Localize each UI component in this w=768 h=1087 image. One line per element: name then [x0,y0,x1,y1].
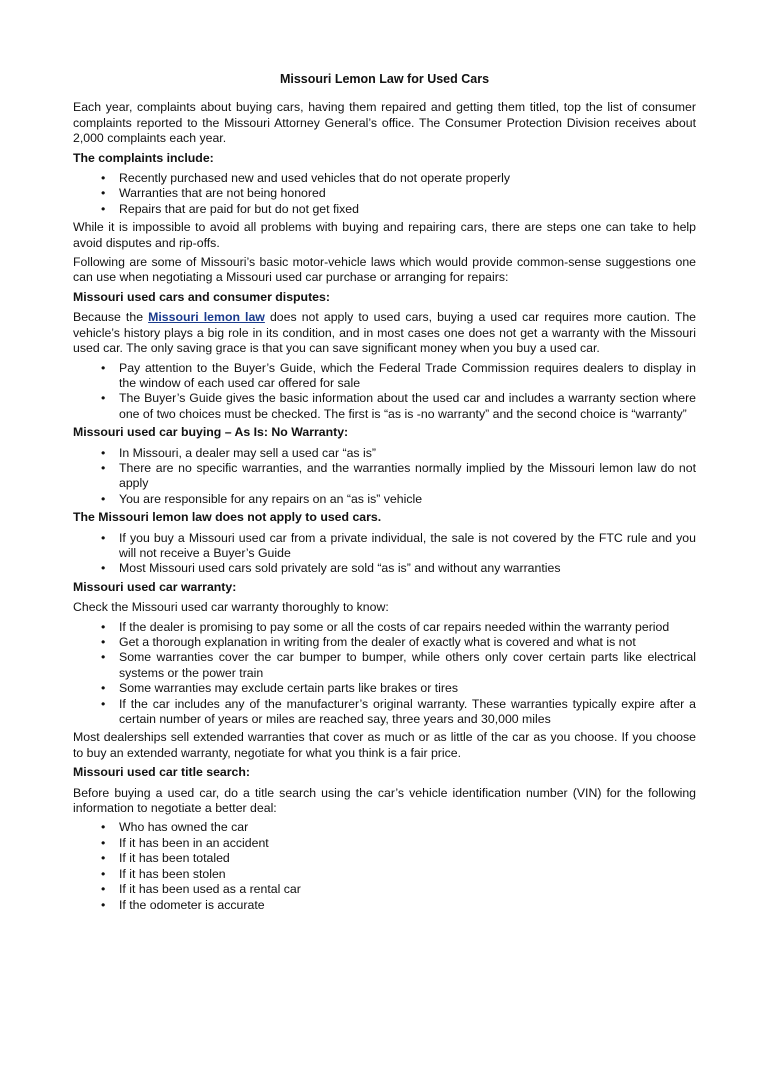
list-item: • Warranties that are not being honored [119,186,696,201]
warranty-list [73,620,696,728]
complaints-list [73,171,696,217]
avoid-paragraph: While it is impossible to avoid all problems with buying and repairing cars, there are steps one can take to help avoid disputes and rip-offs. [73,220,696,250]
as-is-heading: Missouri used car buying – As Is: No Warranty: [73,425,349,440]
disputes-text-after: does not apply to used cars, buying a used car requires more caution. The vehicle’s history plays a big role in its condition, and in most cases one does not get a warranty with the Missouri used car. The only saving grace is that you can save significant money when you buy a used car. [73,310,696,356]
list-item: • Some warranties may exclude certain parts like brakes or tires [119,681,696,696]
list-item: • Repairs that are paid for but do not get fixed [119,202,696,217]
warranty-paragraph: Check the Missouri used car warranty thoroughly to know: [73,600,389,615]
list-item: • Most Missouri used cars sold privately are sold “as is” and without any warranties [119,561,696,576]
title-search-paragraph: Before buying a used car, do a title search using the car’s vehicle identification number (VIN) for the following information to negotiate a better deal: [73,785,696,816]
list-item: • Who has owned the car [119,820,696,835]
complaints-heading: The complaints include: [73,150,214,165]
warranty-heading: Missouri used car warranty: [73,579,237,594]
missouri-lemon-law-link[interactable]: Missouri lemon law [148,310,265,325]
disputes-text-before: Because the [73,310,149,325]
title-search-list [73,820,696,912]
disputes-paragraph [73,310,696,356]
intro-paragraph: Each year, complaints about buying cars, having them repaired and getting them titled, top the list of consumer complaints reported to the Missouri Attorney General’s office. The Consumer Protection Division receives about 2,000 complaints each year. [73,100,696,146]
title-search-heading: Missouri used car title search: [73,765,251,780]
dealerships-paragraph: Most dealerships sell extended warranties that cover as much or as little of the car as you choose. If you choose to buy an extended warranty, negotiate for what you think is a fair price. [73,730,696,760]
list-item: • Get a thorough explanation in writing from the dealer of exactly what is covered and what is not [119,635,696,650]
as-is-list [73,446,696,508]
list-item: • If the dealer is promising to pay some or all the costs of car repairs needed within the warranty period [119,620,696,635]
disputes-heading: Missouri used cars and consumer disputes: [73,289,330,304]
not-apply-list [73,531,696,577]
not-apply-heading: The Missouri lemon law does not apply to used cars. [73,510,382,525]
list-item: • You are responsible for any repairs on an “as is” vehicle [119,492,696,507]
list-item: • If it has been totaled [119,851,696,866]
list-item: • If you buy a Missouri used car from a private individual, the sale is not covered by the FTC rule and you will not receive a Buyer’s Guide [119,531,696,562]
list-item: • The Buyer’s Guide gives the basic information about the used car and includes a warranty section where one of two choices must be checked. The first is “as is -no warranty” and the second choice is “warranty” [119,391,696,422]
list-item: • If it has been stolen [119,867,696,882]
disputes-list [73,361,696,423]
following-paragraph: Following are some of Missouri’s basic motor-vehicle laws which would provide common-sense suggestions one can use when negotiating a Missouri used car purchase or arranging for repairs: [73,255,696,285]
list-item: • Some warranties cover the car bumper to bumper, while others only cover certain parts like electrical systems or the power train [119,650,696,681]
list-item: • Pay attention to the Buyer’s Guide, which the Federal Trade Commission requires dealers to display in the window of each used car offered for sale [119,361,696,392]
document-title: Missouri Lemon Law for Used Cars [279,72,490,86]
list-item: • If it has been used as a rental car [119,882,696,897]
list-item: • Recently purchased new and used vehicles that do not operate properly [119,171,696,186]
list-item: • There are no specific warranties, and the warranties normally implied by the Missouri lemon law do not apply [119,461,696,492]
list-item: • If it has been in an accident [119,836,696,851]
list-item: • If the odometer is accurate [119,898,696,913]
list-item: • In Missouri, a dealer may sell a used car “as is” [119,446,696,461]
list-item: • If the car includes any of the manufacturer’s original warranty. These warranties typically expire after a certain number of years or miles are reached say, three years and 30,000 miles [119,697,696,728]
